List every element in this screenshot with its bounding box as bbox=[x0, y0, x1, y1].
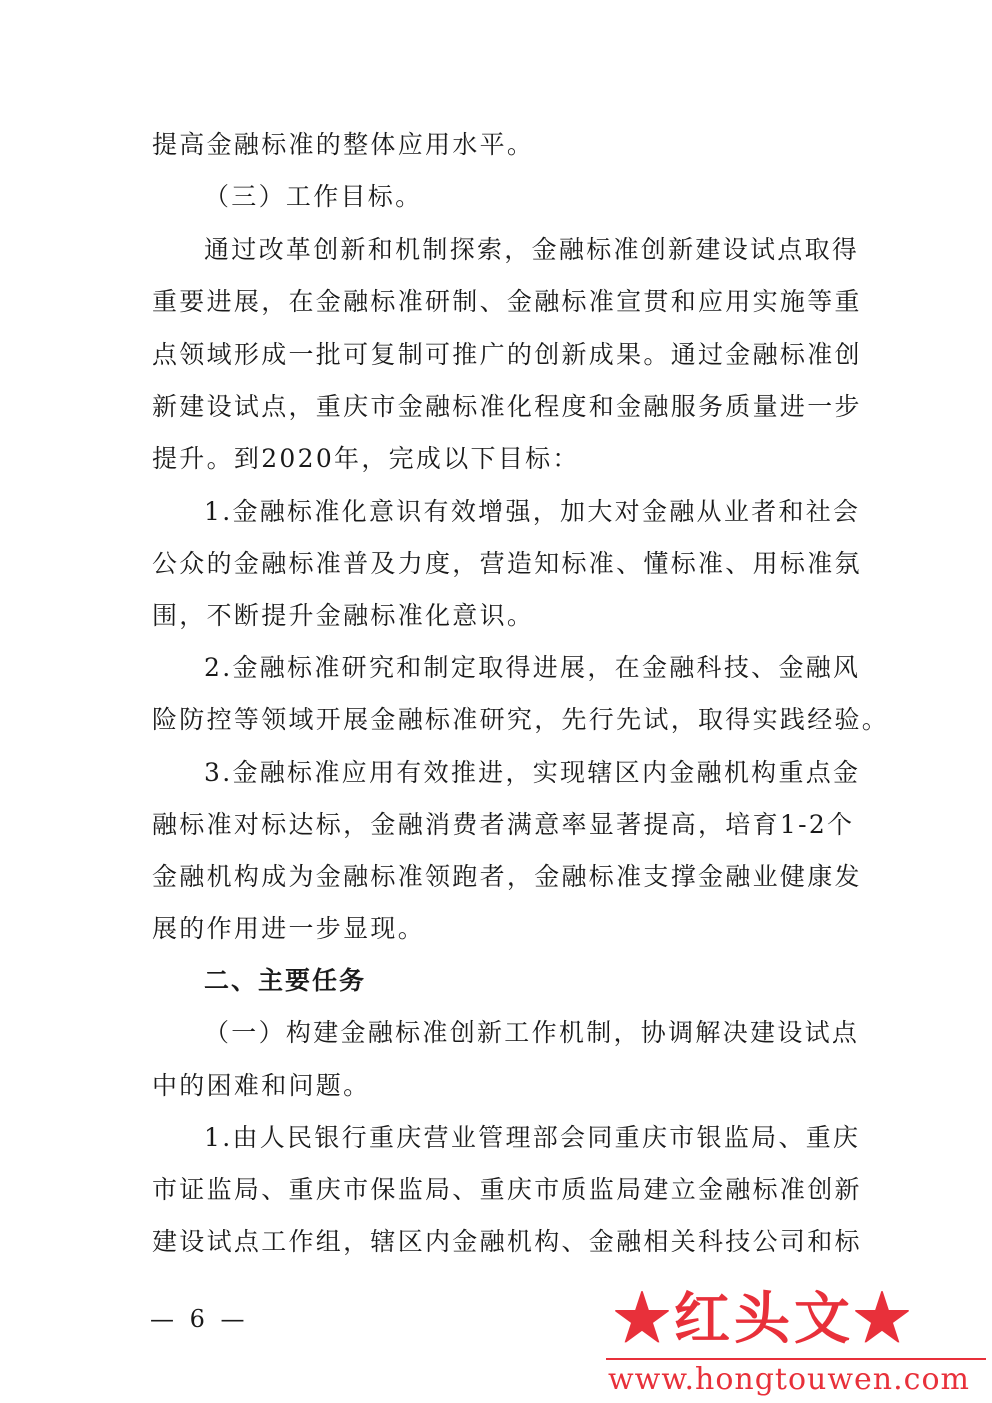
body-line: 点领域形成一批可复制可推广的创新成果。通过金融标准创 bbox=[152, 340, 862, 369]
body-line: 展的作用进一步显现。 bbox=[152, 914, 426, 943]
body-line: 建设试点工作组，辖区内金融机构、金融相关科技公司和标 bbox=[152, 1227, 862, 1256]
body-line: 1.金融标准化意识有效增强，加大对金融从业者和社会 bbox=[204, 497, 861, 526]
section-heading: 二、主要任务 bbox=[204, 966, 367, 995]
body-line: 中的困难和问题。 bbox=[152, 1071, 371, 1100]
body-line: 提升。到2020年，完成以下目标： bbox=[152, 444, 580, 473]
body-line: 1.由人民银行重庆营业管理部会同重庆市银监局、重庆 bbox=[204, 1123, 861, 1152]
body-line: 公众的金融标准普及力度，营造知标准、懂标准、用标准氛 bbox=[152, 549, 862, 578]
body-line: 通过改革创新和机制探索，金融标准创新建设试点取得 bbox=[204, 235, 860, 264]
body-line: （一）构建金融标准创新工作机制，协调解决建设试点 bbox=[204, 1018, 860, 1047]
watermark bbox=[600, 1278, 992, 1403]
body-line: 提高金融标准的整体应用水平。 bbox=[152, 130, 535, 159]
body-line: 险防控等领域开展金融标准研究，先行先试，取得实践经验。 bbox=[152, 705, 890, 734]
body-line: 新建设试点，重庆市金融标准化程度和金融服务质量进一步 bbox=[152, 392, 862, 421]
body-line: 金融机构成为金融标准领跑者，金融标准支撑金融业健康发 bbox=[152, 862, 862, 891]
watermark-title: ★红头文★ bbox=[614, 1286, 914, 1352]
watermark-divider bbox=[606, 1358, 986, 1360]
body-line: 重要进展，在金融标准研制、金融标准宣贯和应用实施等重 bbox=[152, 287, 862, 316]
page-number: — 6 — bbox=[150, 1305, 249, 1333]
section-subheading: （三）工作目标。 bbox=[204, 182, 423, 211]
body-line: 围，不断提升金融标准化意识。 bbox=[152, 601, 535, 630]
body-line: 3.金融标准应用有效推进，实现辖区内金融机构重点金 bbox=[204, 758, 861, 787]
body-line: 市证监局、重庆市保监局、重庆市质监局建立金融标准创新 bbox=[152, 1175, 862, 1204]
watermark-url: www.hongtouwen.com bbox=[608, 1362, 970, 1397]
body-line: 融标准对标达标，金融消费者满意率显著提高，培育1-2个 bbox=[152, 810, 855, 839]
body-line: 2.金融标准研究和制定取得进展，在金融科技、金融风 bbox=[204, 653, 861, 682]
